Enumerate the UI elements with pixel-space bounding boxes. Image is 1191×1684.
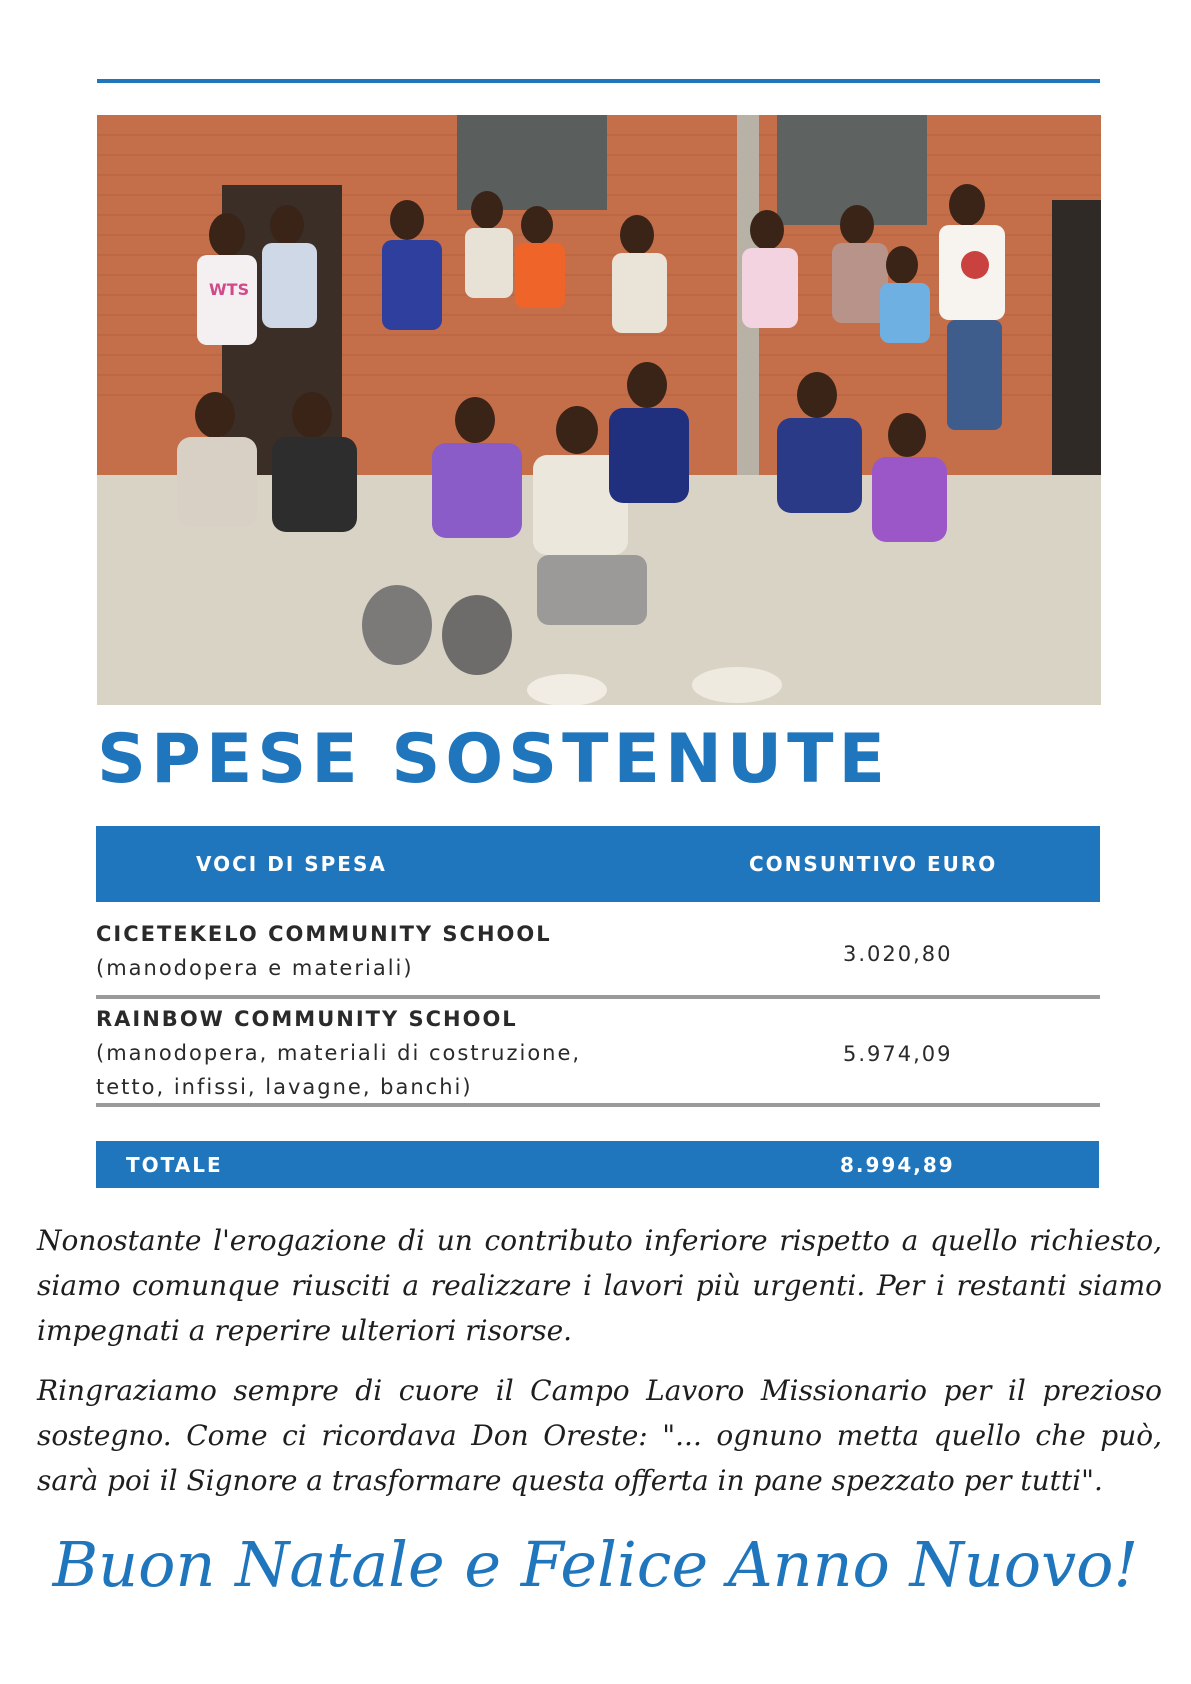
- table-row: [96, 917, 1100, 985]
- section-title: SPESE SOSTENUTE: [97, 720, 890, 799]
- row-detail: (manodopera e materiali): [96, 956, 414, 980]
- total-value: 8.994,89: [840, 1153, 955, 1177]
- top-rule: [97, 79, 1100, 83]
- table-header: [96, 826, 1100, 902]
- row-divider: [96, 1103, 1100, 1107]
- group-photo: [97, 115, 1101, 705]
- group-photo-icon: [97, 115, 1101, 705]
- paragraph-thanks: Ringraziamo sempre di cuore il Campo Lavoro Missionario per il prezioso sostegno. Come ci ricordava Don Oreste: "... ognuno metta quello che può, sarà poi il Signore a trasformare questa offerta in pane spezzato per tutti".: [37, 1374, 1162, 1497]
- row-value: 5.974,09: [843, 1042, 953, 1066]
- total-row: [96, 1141, 1099, 1188]
- row-value: 3.020,80: [843, 942, 953, 966]
- header-consuntivo-euro: CONSUNTIVO EURO: [749, 852, 998, 876]
- paragraph-contribution: Nonostante l'erogazione di un contributo inferiore rispetto a quello richiesto, siamo comunque riusciti a realizzare i lavori più urgenti. Per i restanti siamo impegnati a reperire ulteriori risorse.: [37, 1224, 1162, 1347]
- row-divider: [96, 995, 1100, 999]
- row-name: CICETEKELO COMMUNITY SCHOOL: [96, 922, 552, 946]
- greeting: Buon Natale e Felice Anno Nuovo!: [52, 1528, 1139, 1601]
- total-label: TOTALE: [126, 1153, 223, 1177]
- table-row: [96, 1002, 1100, 1104]
- shirt-text: WTS: [209, 280, 250, 299]
- row-detail-continued: tetto, infissi, lavagne, banchi): [96, 1075, 473, 1099]
- header-voci-di-spesa: VOCI DI SPESA: [196, 852, 387, 876]
- row-name: RAINBOW COMMUNITY SCHOOL: [96, 1007, 518, 1031]
- row-detail: (manodopera, materiali di costruzione,: [96, 1041, 582, 1065]
